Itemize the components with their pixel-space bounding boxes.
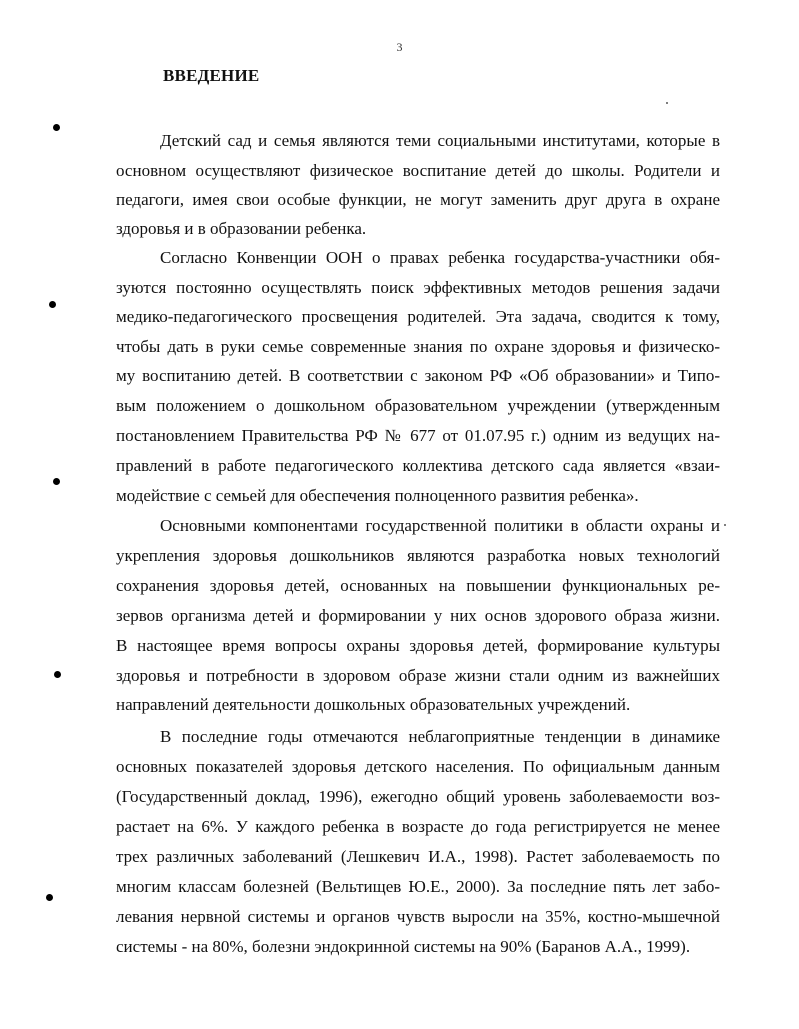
text-line: Согласно Конвенции ООН о правах ребенка государства-участники обя-: [160, 248, 720, 267]
text-line: педагоги, имея свои особые функции, не могут заменить друг друга в охране: [116, 190, 720, 209]
binder-hole-mark: [53, 124, 60, 131]
text-line: (Государственный доклад, 1996), ежегодно общий уровень заболеваемости воз-: [116, 787, 720, 806]
scan-speck: [666, 102, 668, 104]
text-line: системы - на 80%, болезни эндокринной системы на 90% (Баранов А.А., 1999).: [116, 937, 691, 956]
text-line: укрепления здоровья дошкольников являются разработка новых технологий: [116, 546, 720, 565]
text-line: сохранения здоровья детей, основанных на повышении функциональных ре-: [116, 576, 720, 595]
text-line: Основными компонентами государственной политики в области охраны и: [160, 516, 720, 535]
text-line: растает на 6%. У каждого ребенка в возрасте до года регистрируется не менее: [116, 817, 720, 836]
text-line: зуются постоянно осуществлять поиск эффективных методов решения задачи: [116, 278, 720, 297]
text-line: здоровья и в образовании ребенка.: [116, 219, 367, 238]
text-line: направлений деятельности дошкольных образовательных учреждений.: [116, 695, 631, 714]
text-line: постановлением Правительства РФ № 677 от 01.07.95 г.) одним из ведущих на-: [116, 426, 720, 445]
binder-hole-mark: [53, 478, 60, 485]
binder-hole-mark: [49, 301, 56, 308]
section-title: ВВЕДЕНИЕ: [163, 66, 260, 85]
text-line: медико-педагогического просвещения родителей. Эта задача, сводится к тому,: [116, 307, 720, 326]
text-line: зервов организма детей и формировании у них основ здорового образа жизни.: [116, 606, 720, 625]
text-line: му воспитанию детей. В соответствии с законом РФ «Об образовании» и Типо-: [116, 366, 720, 385]
scan-speck: [724, 524, 726, 526]
text-line: модействие с семьей для обеспечения полноценного развития ребенка».: [116, 486, 639, 505]
text-line: здоровья и потребности в здоровом образе жизни стали одним из важнейших: [116, 666, 720, 685]
text-line: вым положением о дошкольном образовательном учреждении (утвержденным: [116, 396, 720, 415]
text-line: В последние годы отмечаются неблагоприятные тенденции в динамике: [160, 727, 720, 746]
text-line: правлений в работе педагогического коллектива детского сада является «взаи-: [116, 456, 720, 475]
text-line: основном осуществляют физическое воспитание детей до школы. Родители и: [116, 161, 720, 180]
text-line: левания нервной системы и органов чувств выросли на 35%, костно-мышечной: [116, 907, 720, 926]
text-line: Детский сад и семья являются теми социальными институтами, которые в: [160, 131, 720, 150]
text-line: многим классам болезней (Вельтищев Ю.Е., 2000). За последние пять лет забо-: [116, 877, 720, 896]
text-line: В настоящее время вопросы охраны здоровья детей, формирование культуры: [116, 636, 720, 655]
page-number: 3: [396, 40, 403, 54]
text-line: чтобы дать в руки семье современные знания по охране здоровья и физическо-: [116, 337, 720, 356]
text-line: трех различных заболеваний (Лешкевич И.А., 1998). Растет заболеваемость по: [116, 847, 720, 866]
binder-hole-mark: [46, 894, 53, 901]
text-line: основных показателей здоровья детского населения. По официальным данным: [116, 757, 720, 776]
binder-hole-mark: [54, 671, 61, 678]
